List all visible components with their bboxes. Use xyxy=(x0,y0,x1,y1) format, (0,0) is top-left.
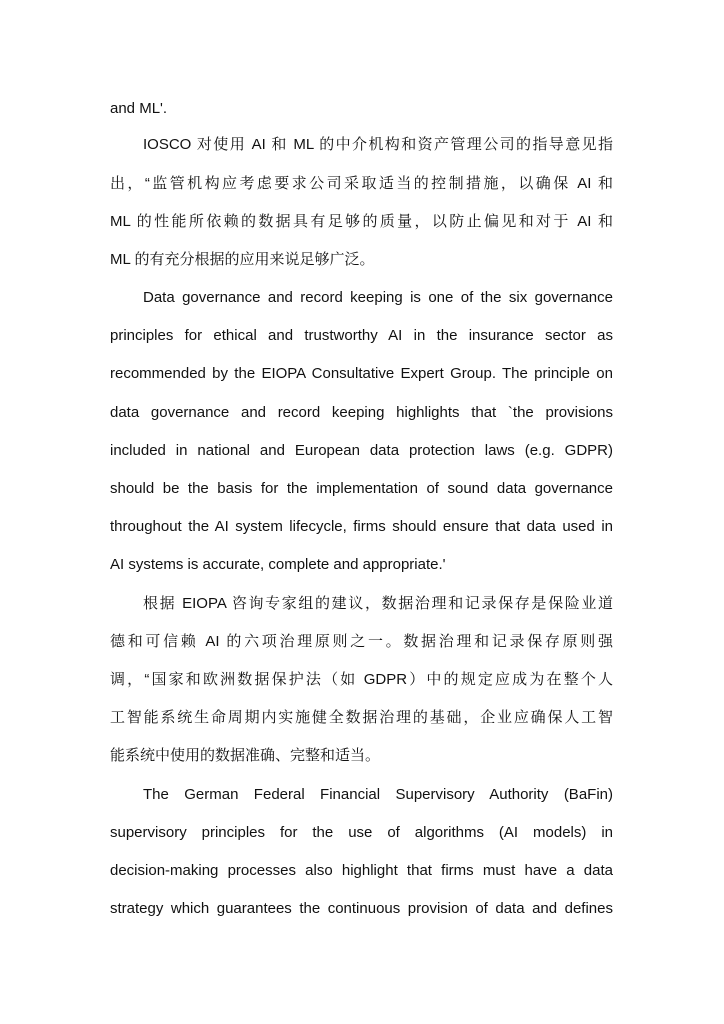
paragraph-eiopa-zh-line: 德和可信赖 AI 的六项治理原则之一。数据治理和记录保存原则强 xyxy=(110,633,613,650)
paragraph-eiopa-en-line: recommended by the EIOPA Consultative Expert Group. The principle on xyxy=(110,365,613,382)
paragraph-bafin-en-line: strategy which guarantees the continuous provision of data and defines xyxy=(110,900,613,917)
paragraph-iosco-zh-line: IOSCO 对使用 AI 和 ML 的中介机构和资产管理公司的指导意见指 xyxy=(143,136,613,153)
paragraph-bafin-en-line: decision-making processes also highlight that firms must have a data xyxy=(110,862,613,879)
paragraph-eiopa-zh-line: 调，“国家和欧洲数据保护法（如 GDPR）中的规定应成为在整个人 xyxy=(110,671,613,688)
paragraph-eiopa-en-line: Data governance and record keeping is one of the six governance xyxy=(143,289,613,306)
paragraph-eiopa-en-line: should be the basis for the implementation of sound data governance xyxy=(110,480,613,497)
paragraph-iosco-zh-line: 出，“监管机构应考虑要求公司采取适当的控制措施，以确保 AI 和 xyxy=(110,175,613,192)
paragraph-eiopa-en-line: AI systems is accurate, complete and appropriate.' xyxy=(110,556,446,573)
paragraph-eiopa-en-line: data governance and record keeping highlights that `the provisions xyxy=(110,404,613,421)
paragraph-eiopa-zh-line: 根据 EIOPA 咨询专家组的建议，数据治理和记录保存是保险业道 xyxy=(143,595,613,612)
paragraph-bafin-en-line: supervisory principles for the use of algorithms (AI models) in xyxy=(110,824,613,841)
paragraph-eiopa-zh-line: 工智能系统生命周期内实施健全数据治理的基础，企业应确保人工智 xyxy=(110,709,613,726)
paragraph-iosco-zh-line: ML 的性能所依赖的数据具有足够的质量，以防止偏见和对于 AI 和 xyxy=(110,213,613,230)
paragraph-eiopa-zh-line: 能系统中使用的数据准确、完整和适当。 xyxy=(110,747,381,764)
paragraph-continuation-line: and ML'. xyxy=(110,100,168,117)
paragraph-iosco-zh-line: ML 的有充分根据的应用来说足够广泛。 xyxy=(110,251,375,268)
paragraph-eiopa-en-line: included in national and European data protection laws (e.g. GDPR) xyxy=(110,442,613,459)
paragraph-eiopa-en-line: principles for ethical and trustworthy AI in the insurance sector as xyxy=(110,327,613,344)
paragraph-eiopa-en-line: throughout the AI system lifecycle, firms should ensure that data used in xyxy=(110,518,613,535)
paragraph-bafin-en-line: The German Federal Financial Supervisory Authority (BaFin) xyxy=(143,786,613,803)
